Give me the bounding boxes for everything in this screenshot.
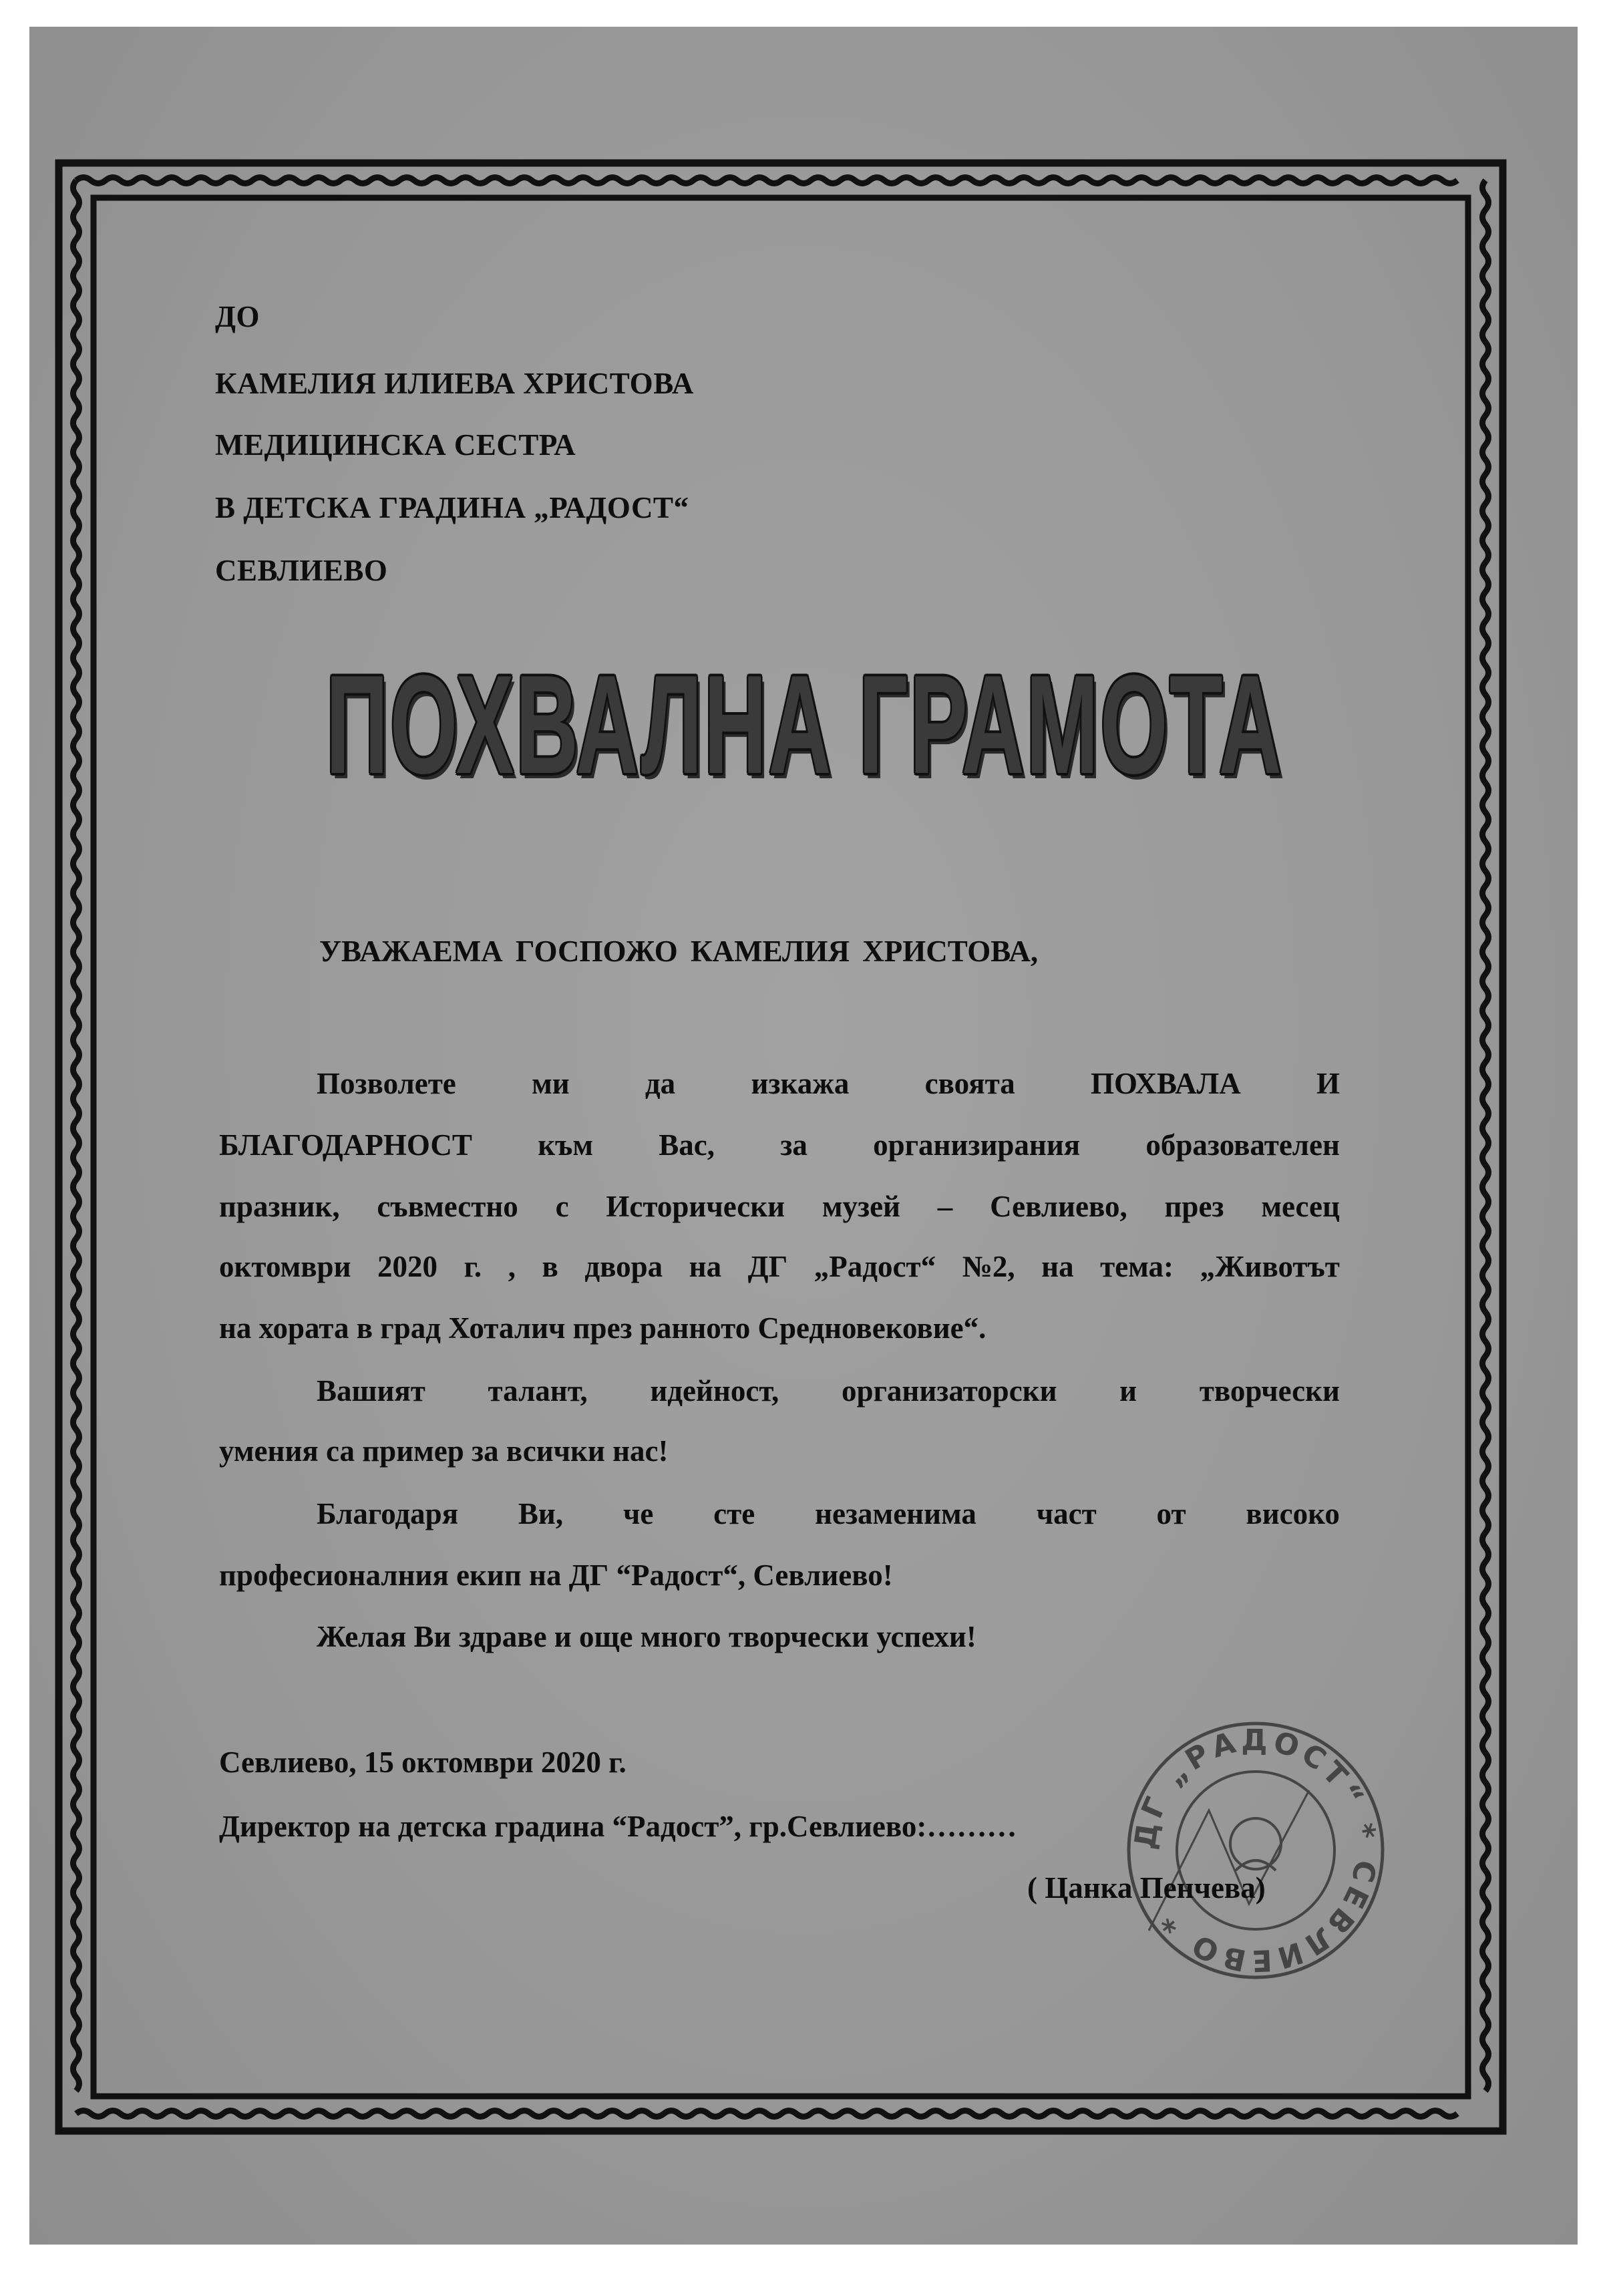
body-word: през	[1164, 1190, 1224, 1223]
body-word: част	[1036, 1497, 1097, 1530]
body-word: ,	[508, 1250, 516, 1283]
body-word: организирания	[873, 1128, 1081, 1162]
body-word: тема:	[1100, 1250, 1174, 1283]
director-name: ( Цанка Пенчева)	[1027, 1871, 1266, 1905]
body-word: съвместно	[377, 1190, 518, 1223]
body-word: към	[538, 1128, 594, 1162]
body-line	[219, 1130, 1340, 1160]
body-word: музей	[822, 1190, 900, 1223]
body-word: и	[1119, 1374, 1137, 1408]
body-word: Вашият	[317, 1374, 425, 1408]
body-line: на хората в град Хоталич през ранното Средновековие“.	[219, 1311, 987, 1345]
body-word: двора	[584, 1250, 663, 1283]
closing-date: Севлиево, 15 октомври 2020 г.	[219, 1746, 627, 1779]
body-line: умения са пример за всички нас!	[219, 1434, 669, 1468]
body-word: Благодаря	[317, 1497, 459, 1530]
recipient-name: КАМЕЛИЯ ИЛИЕВА ХРИСТОВА	[215, 367, 694, 400]
body-word: празник,	[219, 1190, 340, 1223]
body-word: ДГ	[747, 1250, 788, 1283]
body-word: идейност,	[650, 1374, 779, 1408]
salutation: УВАЖАЕМА ГОСПОЖО КАМЕЛИЯ ХРИСТОВА,	[319, 935, 1039, 968]
recipient-institution: В ДЕТСКА ГРАДИНА „РАДОСТ“	[215, 491, 689, 524]
body-word: БЛАГОДАРНОСТ	[219, 1128, 472, 1162]
body-word: организаторски	[841, 1374, 1057, 1408]
body-word: изкажа	[751, 1067, 850, 1100]
body-word: г.	[464, 1250, 482, 1283]
body-line: Желая Ви здраве и още много творчески успехи!	[317, 1620, 976, 1653]
body-word: И	[1316, 1067, 1340, 1100]
body-word: творчески	[1199, 1374, 1340, 1408]
body-word: „Животът	[1200, 1250, 1340, 1283]
body-word: за	[780, 1128, 808, 1162]
body-word: с	[555, 1190, 569, 1223]
body-word: своята	[924, 1067, 1015, 1100]
body-word: Вас,	[659, 1128, 715, 1162]
recipient-city: СЕВЛИЕВО	[215, 554, 388, 587]
body-word: Ви,	[518, 1497, 564, 1530]
body-word: на	[1041, 1250, 1074, 1283]
document-heading: ПОХВАЛНА ГРАМОТА	[325, 646, 1284, 803]
body-word: Исторически	[606, 1190, 785, 1223]
body-word: да	[645, 1067, 676, 1100]
body-line	[219, 1499, 1340, 1529]
body-word: ПОХВАЛА	[1091, 1067, 1241, 1100]
body-word: образователен	[1145, 1128, 1340, 1162]
body-line	[219, 1376, 1340, 1406]
director-signature-line: Директор на детска градина “Радост”, гр.Севлиево:………	[219, 1810, 1017, 1843]
body-word: Севлиево,	[990, 1190, 1127, 1223]
body-word: в	[542, 1250, 558, 1283]
body-word: високо	[1246, 1497, 1340, 1530]
stamp-lettering: ДГ „РАДОСТ“ * СЕВЛИЕВО *	[1127, 1723, 1383, 1978]
body-word: че	[622, 1497, 654, 1530]
body-word: Позволете	[317, 1067, 456, 1100]
body-word: месец	[1261, 1190, 1340, 1223]
official-stamp	[1109, 1710, 1403, 1991]
body-word: от	[1156, 1497, 1186, 1530]
body-line	[219, 1252, 1340, 1282]
body-word: на	[689, 1250, 722, 1283]
body-word: ми	[532, 1067, 570, 1100]
body-word: незаменима	[815, 1497, 976, 1530]
body-word: талант,	[488, 1374, 588, 1408]
body-word: сте	[713, 1497, 755, 1530]
body-word: 2020	[377, 1250, 438, 1283]
body-word: –	[937, 1190, 953, 1223]
recipient-position: МЕДИЦИНСКА СЕСТРА	[215, 428, 576, 462]
body-word: №2,	[962, 1250, 1015, 1283]
body-word: „Радост“	[814, 1250, 936, 1283]
body-line	[219, 1069, 1340, 1099]
body-line: професионалния екип на ДГ “Радост“, Севлиево!	[219, 1559, 893, 1592]
recipient-to: ДО	[215, 300, 260, 333]
body-word: октомври	[219, 1250, 351, 1283]
body-line	[219, 1192, 1340, 1222]
